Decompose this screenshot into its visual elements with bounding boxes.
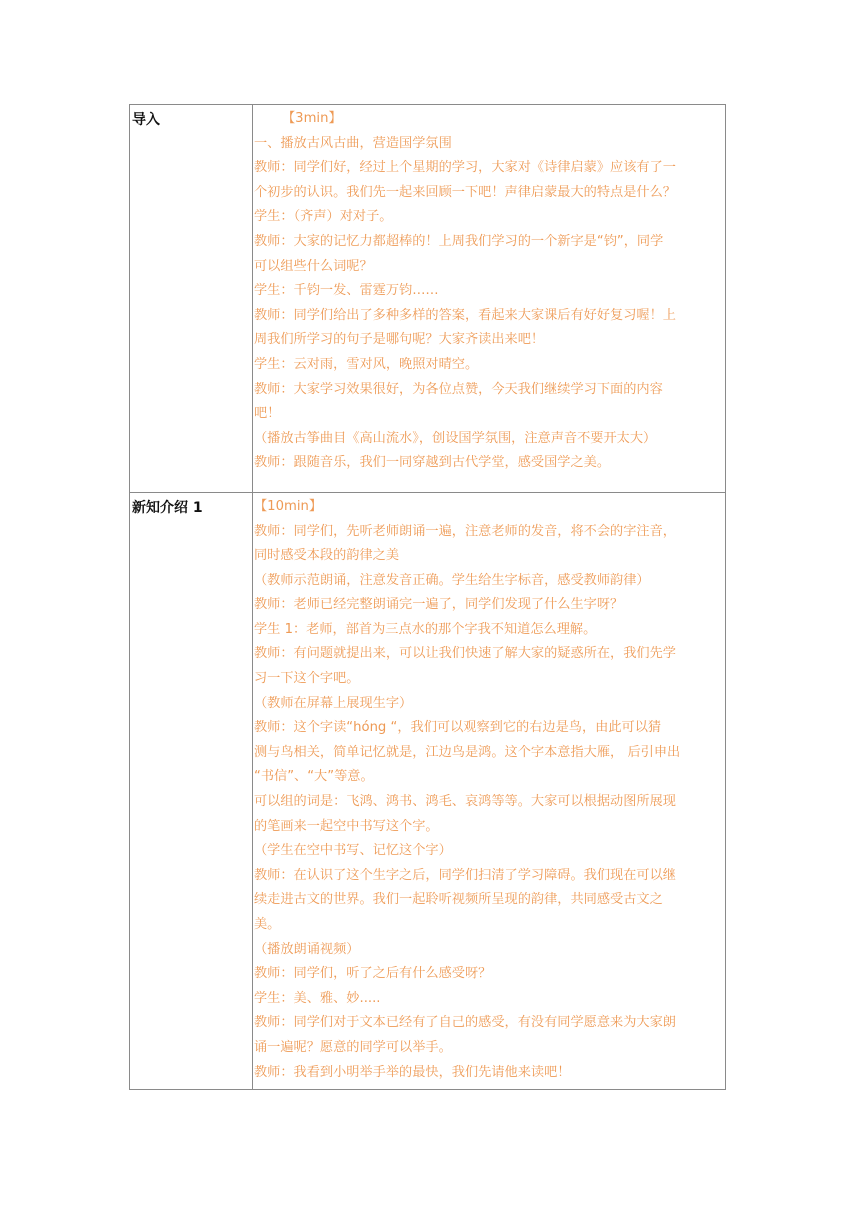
content-line: 可以组的词是：飞鸿、鸿书、鸿毛、哀鸿等等。大家可以根据动图所展现 xyxy=(254,794,676,810)
lesson-plan-table xyxy=(129,104,726,1090)
content-line: 同时感受本段的韵律之美 xyxy=(254,548,400,564)
content-line: 教师：同学们给出了多种多样的答案，看起来大家课后有好好复习喔！上 xyxy=(254,307,676,323)
table-row-new-knowledge xyxy=(130,492,726,1089)
content-line: “书信”、“大”等意。 xyxy=(254,769,374,785)
content-line: 学生：云对雨，雪对风，晚照对晴空。 xyxy=(254,356,479,372)
content-line: 学生：千钧一发、雷霆万钧…… xyxy=(254,283,439,299)
content-line: 教师：大家学习效果很好，为各位点赞，今天我们继续学习下面的内容 xyxy=(254,381,663,397)
section-label-cell xyxy=(130,492,253,1089)
content-line: 教师：大家的记忆力都超棒的！上周我们学习的一个新字是“钧”，同学 xyxy=(254,233,664,249)
time-tag: 【3min】 xyxy=(282,111,342,126)
blank-line xyxy=(254,476,721,488)
section-content-new-knowledge xyxy=(253,492,726,1089)
content-line: （播放朗诵视频） xyxy=(254,941,360,957)
content-line: 教师：同学们，先听老师朗诵一遍，注意老师的发音，将不会的字注音， xyxy=(254,523,676,539)
section-content-intro xyxy=(253,105,726,493)
content-line: 习一下这个字吧。 xyxy=(254,671,360,687)
content-line: 吧！ xyxy=(254,406,281,422)
content-line: 学生：美、雅、妙..... xyxy=(254,990,381,1006)
content-line: 教师：老师已经完整朗诵完一遍了，同学们发现了什么生字呀？ xyxy=(254,597,624,613)
content-line: 教师：在认识了这个生字之后，同学们扫清了学习障碍。我们现在可以继 xyxy=(254,867,676,883)
content-line: （教师在屏幕上展现生字） xyxy=(254,695,413,711)
table-row-intro xyxy=(130,105,726,493)
content-line: 学生：（齐声）对对子。 xyxy=(254,209,393,225)
content-line: 诵一遍呢？愿意的同学可以举手。 xyxy=(254,1039,452,1055)
content-line: 个初步的认识。我们先一起来回顾一下吧！声律启蒙最大的特点是什么？ xyxy=(254,184,676,200)
content-line: 的笔画来一起空中书写这个字。 xyxy=(254,818,439,834)
content-line: 教师：跟随音乐，我们一同穿越到古代学堂，感受国学之美。 xyxy=(254,455,611,471)
content-line: 教师：这个字读“hóng “，我们可以观察到它的右边是鸟，由此可以猜 xyxy=(254,720,662,736)
content-line: 学生 1：老师，部首为三点水的那个字我不知道怎么理解。 xyxy=(254,621,597,637)
content-line: 可以组些什么词呢？ xyxy=(254,258,373,274)
content-line: 教师：同学们对于文本已经有了自己的感受，有没有同学愿意来为大家朗 xyxy=(254,1015,676,1031)
content-line: 教师：我看到小明举手举的最快，我们先请他来读吧！ xyxy=(254,1064,571,1080)
content-line: （播放古筝曲目《高山流水》，创设国学氛围，注意声音不要开太大） xyxy=(254,430,657,446)
content-line: 教师：有问题就提出来，可以让我们快速了解大家的疑惑所在，我们先学 xyxy=(254,646,676,662)
content-line: 测与鸟相关，简单记忆就是，江边鸟是鸿。这个字本意指大雁， 后引申出 xyxy=(254,744,681,760)
content-line: （教师示范朗诵，注意发音正确。学生给生字标音，感受教师韵律） xyxy=(254,572,650,588)
content-line: （学生在空中书写、记忆这个字） xyxy=(254,843,452,859)
section-label-cell xyxy=(130,105,253,493)
content-line: 续走进古文的世界。我们一起聆听视频所呈现的韵律，共同感受古文之 xyxy=(254,892,663,908)
content-line: 周我们所学习的句子是哪句呢？大家齐读出来吧！ xyxy=(254,332,545,348)
content-line: 教师：同学们，听了之后有什么感受呀？ xyxy=(254,966,492,982)
content-line: 教师：同学们好，经过上个星期的学习，大家对《诗律启蒙》应该有了一 xyxy=(254,160,676,176)
section-label-new-knowledge: 新知介绍 1 xyxy=(132,499,203,516)
content-line: 一、播放古风古曲，营造国学氛围 xyxy=(254,135,452,151)
content-line: 美。 xyxy=(254,917,281,932)
section-label-intro: 导入 xyxy=(132,112,160,128)
time-tag: 【10min】 xyxy=(254,498,323,514)
